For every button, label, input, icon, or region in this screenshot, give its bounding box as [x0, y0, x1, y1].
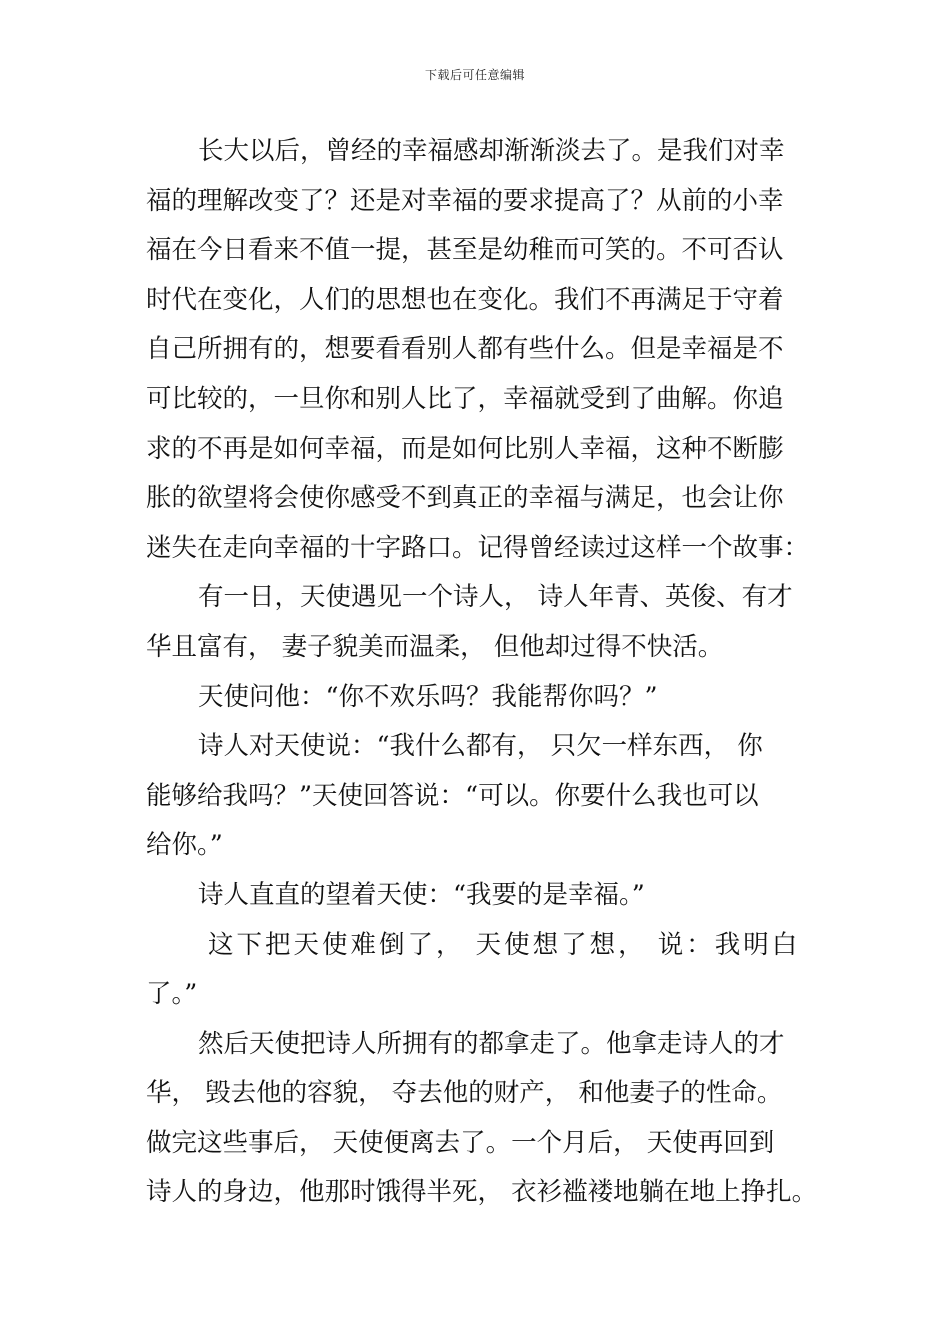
text-line: 给你。” — [146, 830, 223, 861]
text-line: 天使问他：“你不欢乐吗？我能帮你吗？” — [198, 681, 658, 712]
text-line: 华， 毁去他的容貌， 夺去他的财产， 和他妻子的性命。 — [146, 1078, 783, 1109]
text-line: 有一日，天使遇见一个诗人， 诗人年青、英俊、有才 — [198, 582, 793, 613]
text-line: 然后天使把诗人所拥有的都拿走了。他拿走诗人的才 — [198, 1028, 785, 1059]
text-line: 诗人直直的望着天使：“我要的是幸福。” — [198, 879, 645, 910]
text-line: 做完这些事后， 天使便离去了。一个月后， 天使再回到 — [146, 1127, 775, 1158]
text-line: 福的理解改变了？还是对幸福的要求提高了？从前的小幸 — [146, 185, 784, 216]
body-text — [146, 127, 818, 1218]
text-line: 这下把天使难倒了， 天使想了想， 说：我明白 — [208, 929, 801, 960]
text-line: 可比较的，一旦你和别人比了，幸福就受到了曲解。你追 — [146, 383, 784, 414]
text-line: 求的不再是如何幸福，而是如何比别人幸福，这种不断膨 — [146, 433, 784, 464]
text-line: 福在今日看来不值一提，甚至是幼稚而可笑的。不可否认 — [146, 235, 784, 266]
text-line: 华且富有， 妻子貌美而温柔， 但他却过得不快活。 — [146, 631, 724, 662]
text-line: 时代在变化，人们的思想也在变化。我们不再满足于守着 — [146, 284, 784, 315]
text-line: 胀的欲望将会使你感受不到真正的幸福与满足，也会让你 — [146, 483, 784, 514]
text-line: 自己所拥有的，想要看看别人都有些什么。但是幸福是不 — [146, 334, 784, 365]
text-line: 迷失在走向幸福的十字路口。记得曾经读过这样一个故事： — [146, 532, 810, 563]
header-note: 下载后可任意编辑 — [424, 68, 525, 82]
text-line: 长大以后，曾经的幸福感却渐渐淡去了。是我们对幸 — [198, 136, 785, 166]
text-line: 诗人的身边，他那时饿得半死， 衣衫褴褛地躺在地上挣扎。 — [146, 1177, 818, 1208]
text-line: 诗人对天使说：“我什么都有， 只欠一样东西， 你 — [198, 731, 763, 762]
text-line: 能够给我吗？”天使回答说：“可以。你要什么我也可以 — [146, 780, 759, 811]
text-line: 了。” — [146, 979, 198, 1010]
